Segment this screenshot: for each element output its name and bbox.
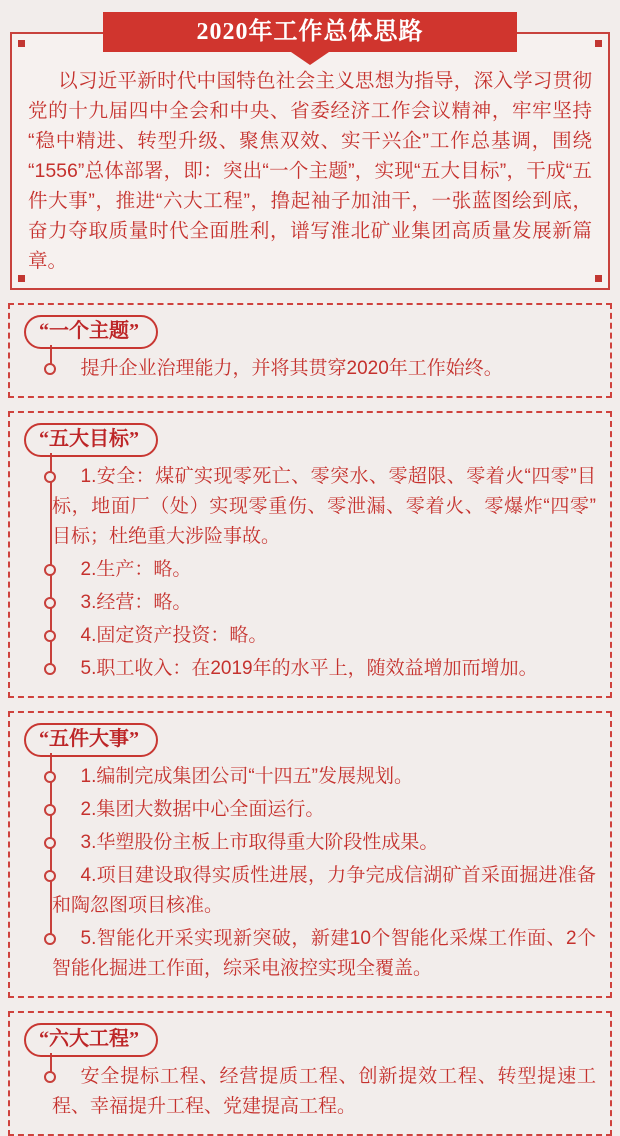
item-text: 5.智能化开采实现新突破，新建10个智能化采煤工作面、2个智能化掘进工作面，综采电液控实现全覆盖。 bbox=[52, 928, 596, 979]
bullet-circle-icon bbox=[44, 771, 56, 783]
item-text: 提升企业治理能力，并将其贯穿2020年工作始终。 bbox=[80, 358, 503, 379]
section-pill-label bbox=[24, 423, 158, 457]
list-item bbox=[24, 555, 596, 585]
section-label: “一个主题” bbox=[39, 320, 139, 342]
item-text: 3.经营：略。 bbox=[80, 592, 192, 613]
list-item bbox=[24, 861, 596, 921]
list-item bbox=[24, 762, 596, 792]
section-label: “五件大事” bbox=[39, 728, 139, 750]
item-text: 2.集团大数据中心全面运行。 bbox=[80, 799, 325, 820]
header-banner bbox=[103, 12, 517, 52]
section-items bbox=[24, 354, 596, 384]
list-item bbox=[24, 828, 596, 858]
intro-box bbox=[10, 32, 610, 290]
bullet-circle-icon bbox=[44, 1071, 56, 1083]
section-five-goals bbox=[8, 411, 612, 698]
section-six-projects bbox=[8, 1011, 612, 1136]
section-five-big-things bbox=[8, 711, 612, 998]
section-pill-label bbox=[24, 315, 158, 349]
item-text: 安全提标工程、经营提质工程、创新提效工程、转型提速工程、幸福提升工程、党建提高工程。 bbox=[52, 1066, 596, 1117]
section-items bbox=[24, 762, 596, 984]
list-item bbox=[24, 1062, 596, 1122]
intro-paragraph: 以习近平新时代中国特色社会主义思想为指导，深入学习贯彻党的十九届四中全会和中央、省委经济工作会议精神，牢牢坚持“稳中精进、转型升级、聚焦双效、实干兴企”工作总基调，围绕“1556”总体部署，即：突出“一个主题”，实现“五大目标”，干成“五件大事”，推进“六大工程”，撸起袖子加油干，一张蓝图绘到底，奋力夺取质量时代全面胜利，谱写淮北矿业集团高质量发展新篇章。 bbox=[28, 70, 592, 272]
bullet-circle-icon bbox=[44, 933, 56, 945]
section-pill-label bbox=[24, 1023, 158, 1057]
corner-square-icon bbox=[18, 40, 25, 47]
list-item bbox=[24, 621, 596, 651]
section-items bbox=[24, 462, 596, 684]
bullet-circle-icon bbox=[44, 837, 56, 849]
item-text: 2.生产：略。 bbox=[80, 559, 192, 580]
list-item bbox=[24, 924, 596, 984]
list-item bbox=[24, 462, 596, 552]
bullet-circle-icon bbox=[44, 804, 56, 816]
bullet-circle-icon bbox=[44, 597, 56, 609]
bullet-circle-icon bbox=[44, 630, 56, 642]
item-text: 1.编制完成集团公司“十四五”发展规划。 bbox=[80, 766, 414, 787]
section-label: “六大工程” bbox=[39, 1028, 139, 1050]
item-text: 5.职工收入：在2019年的水平上，随效益增加而增加。 bbox=[80, 658, 538, 679]
bullet-circle-icon bbox=[44, 870, 56, 882]
list-item bbox=[24, 354, 596, 384]
section-pill-label bbox=[24, 723, 158, 757]
item-text: 1.安全：煤矿实现零死亡、零突水、零超限、零着火“四零”目标，地面厂（处）实现零重伤、零泄漏、零着火、零爆炸“四零”目标；杜绝重大涉险事故。 bbox=[52, 466, 596, 547]
section-items bbox=[24, 1062, 596, 1122]
corner-square-icon bbox=[595, 40, 602, 47]
item-text: 3.华塑股份主板上市取得重大阶段性成果。 bbox=[80, 832, 439, 853]
item-text: 4.固定资产投资：略。 bbox=[80, 625, 268, 646]
corner-square-icon bbox=[18, 275, 25, 282]
list-item bbox=[24, 654, 596, 684]
bullet-circle-icon bbox=[44, 663, 56, 675]
bullet-circle-icon bbox=[44, 564, 56, 576]
list-item bbox=[24, 588, 596, 618]
section-one-theme bbox=[8, 303, 612, 398]
bullet-circle-icon bbox=[44, 363, 56, 375]
intro-section bbox=[10, 19, 610, 290]
section-label: “五大目标” bbox=[39, 428, 139, 450]
bullet-circle-icon bbox=[44, 471, 56, 483]
item-text: 4.项目建设取得实质性进展，力争完成信湖矿首采面掘进准备和陶忽图项目核准。 bbox=[52, 865, 596, 916]
page-title: 2020年工作总体思路 bbox=[196, 19, 424, 45]
corner-square-icon bbox=[595, 275, 602, 282]
list-item bbox=[24, 795, 596, 825]
